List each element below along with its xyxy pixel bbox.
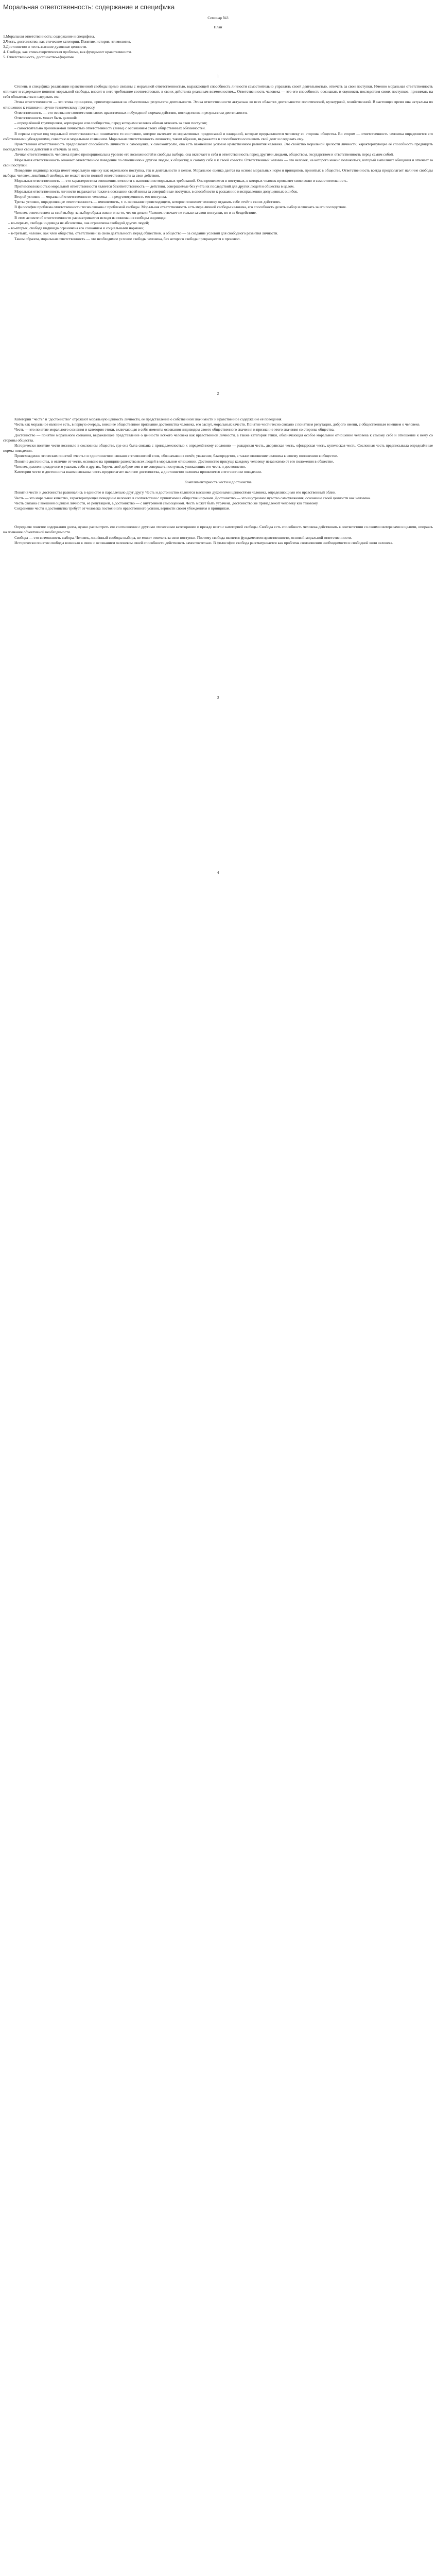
plan-list [3, 34, 433, 60]
paragraph: Честь как моральное явление есть, в первую очередь, внешнее общественное признание достоинства человека, его заслуг, моральных качеств. Понятие чести тесно связано с понятием репутации, доброго имени, с общественным мнением о человеке. [14, 422, 421, 427]
paragraph: Человек должен прежде всего уважать себя и других, беречь своё доброе имя и не совершать поступков, унижающих его честь и достоинство. [14, 464, 246, 469]
paragraph: Исторически понятие свободы возникло в связи с осознанием человеком своей способности действовать самостоятельно. В философии свобода рассматривается как проблема соотношения необходимости и свободной воли человека. [14, 540, 393, 545]
paragraph: Степень и специфика реализации нравственной свободы прямо связаны с моральной ответственностью, выражающей способность личности самостоятельно управлять своей деятельностью, отвечать за свои поступки. Именно моральная ответственность отличает и содержание понятия моральной свободы, вносит в него требование соответствовать в своих действиях реальным возможностям... Ответственность человека — это его способность осознавать и оценивать последствия своих поступков, принимать на себя обязательства и следовать им. [3, 83, 433, 99]
paragraph: Исторически понятие чести возникло в сословном обществе, где она была связана с принадлежностью к определённому сословию — рыцарская честь, дворянская честь, офицерская честь, купеческая честь. Сословная честь предписывала определённые нормы поведения. [3, 443, 433, 453]
paragraph: Второй условие — моральной ответственности человека — предусмотренность его поступка. [14, 194, 167, 199]
paragraph: – самостоятельно принимаемой личностью ответственность (вины) с осознанием своих общественных обязанностей. [14, 126, 206, 131]
paragraph: Свобода — это возможность выбора. Человек, лишённый свободы выбора, не может отвечать за свои поступки. Поэтому свобода является фундаментом нравственности, основой моральной ответственности. [14, 535, 352, 540]
section-heading: Категории "честь" и "достоинство" отражают моральную ценность личности, ее представление о собственной значимости и нравственное содержание её поведения. [14, 416, 283, 421]
paragraph: Человек ответственен за свой выбор, за выбор образа жизни и за то, что он делает. Человек отвечает не только за свои поступки, но и за бездействие. [14, 210, 257, 215]
document-body [0, 15, 436, 896]
page-gap [3, 721, 433, 896]
list-item: – во-вторых, свобода индивида ограничена его сознанием и социальными нормами; [8, 226, 145, 231]
paragraph: В этом аспекте об ответственности рассматривается исходя из понимания свободы индивида: [14, 215, 167, 220]
list-item: – в-третьих, человек, как член общества, ответственен за свою деятельность перед обществом, а общество — за создание условий для свободного развития личности. [8, 231, 278, 236]
paragraph: Честь связана с внешней оценкой личности, её репутацией, а достоинство — с внутренней самооценкой. Честь может быть утрачена, достоинство же принадлежит человеку как таковому. [14, 500, 319, 505]
paragraph: Ответственность может быть деловой: [14, 115, 77, 121]
paragraph: – определённой группировки, корпорации или сообщества, перед которыми человек обязан отвечать за свои поступки; [14, 121, 207, 126]
page-number: 2 [217, 391, 219, 396]
paragraph: В первом случае под моральной ответственностью понимается то состояние, которое вытекает из нормативных предписаний и ожиданий, которые предъявляются человеку со стороны общества. Во втором — ответственность человека определяется его собственными убеждениями, совестью и моральным сознанием. Моральная ответственность личности, таким образом, выражается в способности осознавать свой долг и следовать ему. [3, 131, 433, 141]
list-item: – во-первых, свобода индивида не абсолютна, она ограничена свободой других людей; [8, 221, 149, 226]
paragraph: Моральная ответственность означает ответственное поведение по отношению к другим людям, к обществу, к самому себе и к своей совести. Ответственный человек — это человек, на которого можно положиться, который выполняет обещания и отвечает за свои поступки. [3, 157, 433, 167]
paragraph: Поведение индивида всегда имеет моральную оценку как отдельного поступка, так и деятельности в целом. Моральное оценка дается на основе моральных норм и принципов, принятых в обществе. Ответственность всегда предполагает наличие свободы выбора: человек, лишённый свободы, не может нести полной ответственности за свои действия. [3, 168, 433, 178]
plan-item: 5. Ответственность, достоинство-афоризмы [3, 55, 75, 60]
paragraph: Определяя понятие содержания долга, нужно рассмотреть его соотношение с другими этическими категориями и прежде всего с категорией свободы. Свобода есть способность человека действовать в соответствии со своими интересами и целями, опираясь на познание объективной необходимости. [3, 524, 433, 535]
section-4 [3, 524, 433, 546]
paragraph: Личная ответственность человека прямо пропорциональна уровню его возможностей и свободы выбора, она включает в себя и ответственность перед другими людьми, обществом, государством и ответственность перед самим собой. [14, 152, 394, 157]
document-title: Моральная ответственность: содержание и специфика [3, 3, 175, 11]
page-number: 4 [217, 870, 219, 875]
paragraph: Нравственная ответственность предполагает способность личности к самооценке, к самоконтролю, она есть важнейшее условие нравственного развития человека. Это свойство моральной зрелости личности, характеризующее её способность предвидеть последствия своих действий и отвечать за них. [3, 142, 433, 152]
paragraph: Понятия чести и достоинства развивались в единстве и параллельно друг другу. Честь и достоинство являются высшими духовными ценностями человека, определяющими его нравственный облик. [14, 490, 337, 495]
paragraph: Честь — это моральное качество, характеризующее поведение человека в соответствии с принятыми в обществе нормами. Достоинство — это внутреннее чувство самоуважения, осознание своей ценности как человека. [14, 495, 371, 500]
paragraph: Моральная ответственность личности выражается также в осознании своей вины за совершённые поступки, в способности к раскаянию и исправлению допущенных ошибок. [14, 189, 299, 194]
section-1 [3, 84, 433, 242]
paragraph: Таким образом, моральная ответственность — это необходимое условие свободы человека, без которого свобода превращается в произвол. [14, 236, 241, 241]
section-3 [3, 490, 433, 511]
plan-item: 4. Свобода, как этико-теоретическая проблема, как фундамент нравственности. [3, 49, 132, 55]
paragraph: Сохранение чести и достоинства требует от человека постоянного нравственного усилия, верности своим убеждениям и принципам. [14, 505, 230, 511]
plan-label: План [214, 24, 222, 29]
plan-item: 2.Честь, достоинство, как этические категории. Понятие, история, этимология. [3, 39, 131, 44]
paragraph: Этика ответственности — это этика принципов, ориентированная на объективные результаты деятельности. Этика ответственности актуальна во всех областях деятельности: политической, культурной, хозяйственной. В настоящее время она актуальна по отношению к технике и научно-техническому прогрессу. [3, 99, 433, 110]
page-gap [3, 546, 433, 721]
section-2 [3, 417, 433, 474]
paragraph: Ответственность — это осознание соответствия своих нравственных побуждений нормам действия, последствиям и результатам деятельности. [14, 110, 248, 115]
paragraph: Честь — это понятие морального сознания и категория этики, включающая в себя моменты осознания индивидом своего общественного значения и признание этого значения со стороны общества. [14, 427, 335, 432]
section-heading: Комплиментарность чести и достоинства [184, 480, 252, 485]
paragraph: Категории чести и достоинства взаимосвязаны: честь предполагает наличие достоинства, а достоинство человека проявляется в его честном поведении. [14, 469, 262, 474]
paragraph: В философии проблема ответственности тесно связана с проблемой свободы. Моральная ответственность есть мера личной свободы человека, его способность делать выбор и отвечать за его последствия. [14, 205, 347, 210]
plan-item: 3.Достоинство и честь-высшие духовные ценности. [3, 44, 88, 49]
paragraph: Достоинство — понятие морального сознания, выражающее представление о ценности всякого человека как нравственной личности, а также категория этики, обозначающая особое моральное отношение человека к самому себе и отношение к нему со стороны общества. [3, 432, 433, 443]
section-number: 1 [217, 73, 219, 78]
paragraph: Третье условие, определяющее ответственность — вменяемость, т. е. осознание происходящего, которое позволяет человеку отдавать себе отчёт в своих действиях. [14, 199, 281, 205]
paragraph: Происхождение этических понятий «честь» и «достоинство» связано с этимологией слов, обозначавших почёт, уважение, благородство, а также отношение человека к своему положению в обществе. [14, 453, 338, 459]
seminar-label: Семинар №3 [207, 15, 229, 21]
plan-item: 1.Моральная ответственность: содержание и специфика. [3, 33, 95, 39]
paragraph: Противоположностью моральной ответственности является безответственность — действия, совершаемые без учёта их последствий для других людей и общества в целом. [14, 183, 294, 189]
page-number: 3 [217, 694, 219, 700]
page-gap [3, 242, 433, 417]
paragraph: Моральная ответственность — это характеристика отношения личности к выполнению моральных требований. Она проявляется в поступках, в которых человек проявляет свою волю и самостоятельность. [14, 178, 348, 183]
paragraph: Понятие достоинства, в отличие от чести, основано на принципе равенства всех людей в моральном отношении. Достоинство присуще каждому человеку независимо от его положения в обществе. [14, 459, 334, 464]
